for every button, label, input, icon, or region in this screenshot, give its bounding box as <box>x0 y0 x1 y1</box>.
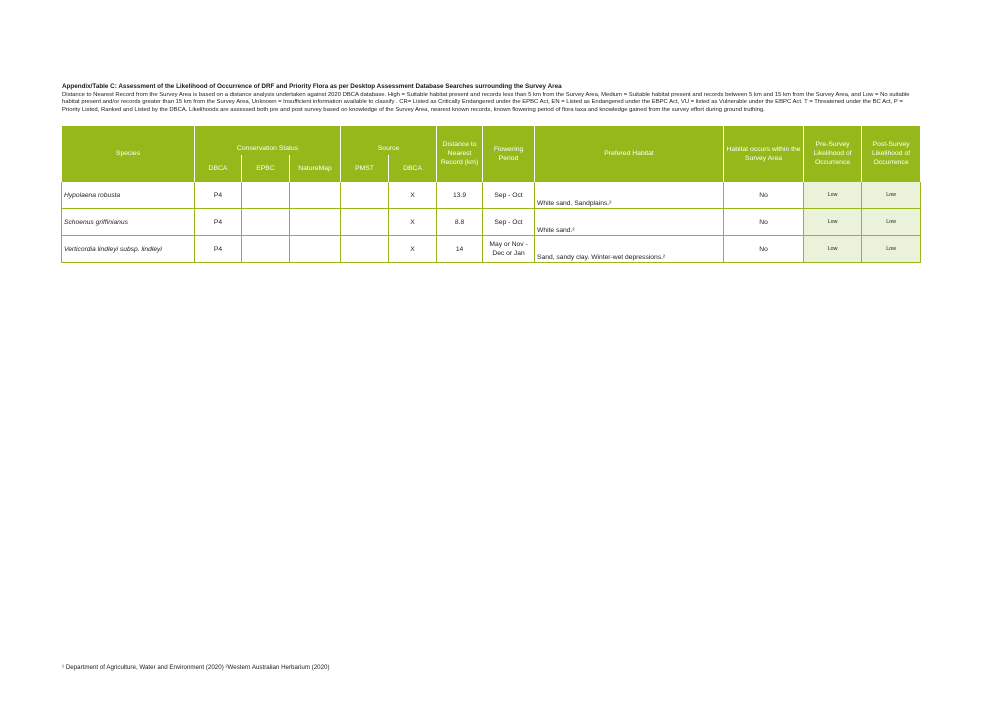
header-preferred-habitat: Prefered Habitat <box>535 126 724 182</box>
post-survey-likelihood-cell: Low <box>862 236 921 263</box>
naturemap-cell <box>290 236 341 263</box>
preferred-habitat-cell: Sand, sandy clay. Winter-wet depressions.² <box>535 236 724 263</box>
header-pmst: PMST <box>341 155 389 182</box>
flowering-period-cell: Sep - Oct <box>483 182 535 209</box>
header-distance: Distance to Nearest Record (km) <box>437 126 483 182</box>
table-row <box>62 236 921 263</box>
header-conservation-status: Conservation Status <box>195 126 341 155</box>
habitat-occurs-cell: No <box>724 182 804 209</box>
table-row <box>62 209 921 236</box>
table-row <box>62 182 921 209</box>
header-post-survey-likelihood: Post-Survey Likelihood of Occurrence <box>862 126 921 182</box>
header-pre-survey-likelihood: Pre-Survey Likelihood of Occurrence <box>804 126 862 182</box>
pmst-cell <box>341 209 389 236</box>
post-survey-likelihood-cell: Low <box>862 209 921 236</box>
header-dbca-source: DBCA <box>389 155 437 182</box>
species-name: Verticordia lindleyi subsp. lindleyi <box>62 236 195 263</box>
flowering-period-cell: Sep - Oct <box>483 209 535 236</box>
header-dbca-status: DBCA <box>195 155 242 182</box>
dbca-source-cell: X <box>389 209 437 236</box>
distance-cell: 8.8 <box>437 209 483 236</box>
pmst-cell <box>341 236 389 263</box>
header-source: Source <box>341 126 437 155</box>
dbca-status-cell: P4 <box>195 236 242 263</box>
pre-survey-likelihood-cell: Low <box>804 236 862 263</box>
header-species: Species <box>62 126 195 182</box>
naturemap-cell <box>290 209 341 236</box>
habitat-occurs-cell: No <box>724 236 804 263</box>
epbc-cell <box>242 209 290 236</box>
pmst-cell <box>341 182 389 209</box>
naturemap-cell <box>290 182 341 209</box>
post-survey-likelihood-cell: Low <box>862 182 921 209</box>
habitat-occurs-cell: No <box>724 209 804 236</box>
epbc-cell <box>242 236 290 263</box>
epbc-cell <box>242 182 290 209</box>
dbca-source-cell: X <box>389 182 437 209</box>
dbca-source-cell: X <box>389 236 437 263</box>
dbca-status-cell: P4 <box>195 182 242 209</box>
species-name: Hypolaena robusta <box>62 182 195 209</box>
distance-cell: 14 <box>437 236 483 263</box>
footnote-references: ¹ Department of Agriculture, Water and Environment (2020) ²Western Australian Herbarium (2020) <box>62 664 330 671</box>
preferred-habitat-cell: White sand. Sandplains.² <box>535 182 724 209</box>
dbca-status-cell: P4 <box>195 209 242 236</box>
distance-cell: 13.9 <box>437 182 483 209</box>
header-flowering-period: Flowering Period <box>483 126 535 182</box>
preferred-habitat-cell: White sand.² <box>535 209 724 236</box>
header-naturemap: NatureMap <box>290 155 341 182</box>
flowering-period-cell: May or Nov - Dec or Jan <box>483 236 535 263</box>
table-intro-text: Distance to Nearest Record from the Survey Area is based on a distance analysis undertaken against 2020 DBCA database. High = Suitable habitat present and records less than 5 km from the Survey Area, Medium = Suitable habitat present and records between 5 km and 15 km from the Survey Area, and Low = No suitable habitat present and/or records greater than 15 km from the Survey Area, Unknown = Insufficient information available to classify . CR= Listed as Critically Endangered under the EPBC Act, EN = Listed as Endangered under the EBPC Act, VU = listed as Vulnerable under the EBPC Act. T = Threatened under the BC Act, P = Priority Listed, Ranked and Listed by the DBCA. Likelihoods are assessed both pre and post survey based on knowledge of the Survey Area, nearest known records, known flowering period of flora taxa and knowledge gained from the survey effort during ground truthing. <box>62 92 910 113</box>
header-row-top <box>62 126 921 155</box>
table-caption: Appendix/Table C: Assessment of the Likelihood of Occurrence of DRF and Priority Flora as per Desktop Assessment Database Searches surrounding the Survey Area <box>62 83 562 90</box>
pre-survey-likelihood-cell: Low <box>804 182 862 209</box>
flora-likelihood-table <box>61 126 921 263</box>
species-name: Schoenus griffinianus <box>62 209 195 236</box>
pre-survey-likelihood-cell: Low <box>804 209 862 236</box>
header-habitat-occurs: Habitat occurs within the Survey Area <box>724 126 804 182</box>
header-epbc: EPBC <box>242 155 290 182</box>
